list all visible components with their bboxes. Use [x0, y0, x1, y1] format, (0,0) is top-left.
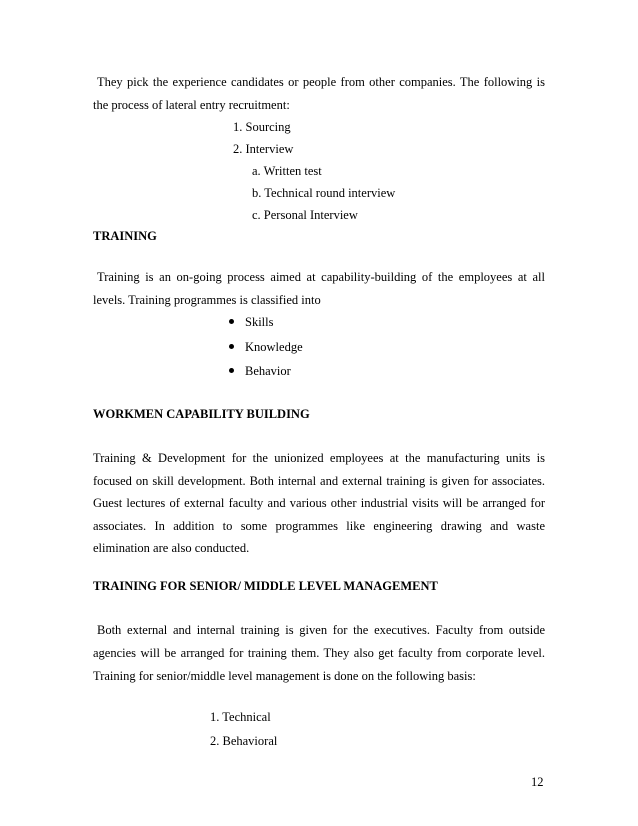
bullet-dot-icon	[229, 368, 234, 373]
lateral-substep-technical-interview: b. Technical round interview	[252, 186, 396, 200]
workmen-heading: WORKMEN CAPABILITY BUILDING	[93, 407, 310, 421]
senior-paragraph-line-3: Training for senior/middle level management is done on the following basis:	[93, 669, 476, 683]
workmen-paragraph-line-4: associates. In addition to some programmes like engineering drawing and waste	[93, 519, 545, 533]
lateral-substep-written-test: a. Written test	[252, 164, 322, 178]
bullet-dot-icon	[229, 344, 234, 349]
training-paragraph-line-1: Training is an on-going process aimed at capability-building of the employees at all	[97, 270, 545, 284]
senior-item-technical: 1. Technical	[210, 710, 271, 724]
lateral-paragraph-line-1: They pick the experience candidates or people from other companies. The following is	[97, 75, 545, 89]
training-heading: TRAINING	[93, 229, 157, 243]
training-bullet-skills: Skills	[245, 315, 274, 329]
training-paragraph-line-2: levels. Training programmes is classified into	[93, 293, 321, 307]
workmen-paragraph-line-3: Guest lectures of external faculty and various other industrial visits will be arranged for	[93, 496, 545, 510]
lateral-step-interview: 2. Interview	[233, 142, 294, 156]
senior-heading: TRAINING FOR SENIOR/ MIDDLE LEVEL MANAGEMENT	[93, 579, 438, 593]
page-number: 12	[531, 775, 544, 789]
senior-paragraph-line-1: Both external and internal training is given for the executives. Faculty from outside	[97, 623, 545, 637]
bullet-dot-icon	[229, 319, 234, 324]
lateral-substep-personal-interview: c. Personal Interview	[252, 208, 358, 222]
workmen-paragraph-line-5: elimination are also conducted.	[93, 541, 250, 555]
training-bullet-behavior: Behavior	[245, 364, 291, 378]
lateral-step-sourcing: 1. Sourcing	[233, 120, 291, 134]
lateral-paragraph-line-2: the process of lateral entry recruitment:	[93, 98, 290, 112]
senior-paragraph-line-2: agencies will be arranged for training them. They also get faculty from corporate level.	[93, 646, 545, 660]
workmen-paragraph-line-1: Training & Development for the unionized employees at the manufacturing units is	[93, 451, 545, 465]
training-bullet-knowledge: Knowledge	[245, 340, 303, 354]
workmen-paragraph-line-2: focused on skill development. Both internal and external training is given for associates.	[93, 474, 545, 488]
senior-item-behavioral: 2. Behavioral	[210, 734, 278, 748]
